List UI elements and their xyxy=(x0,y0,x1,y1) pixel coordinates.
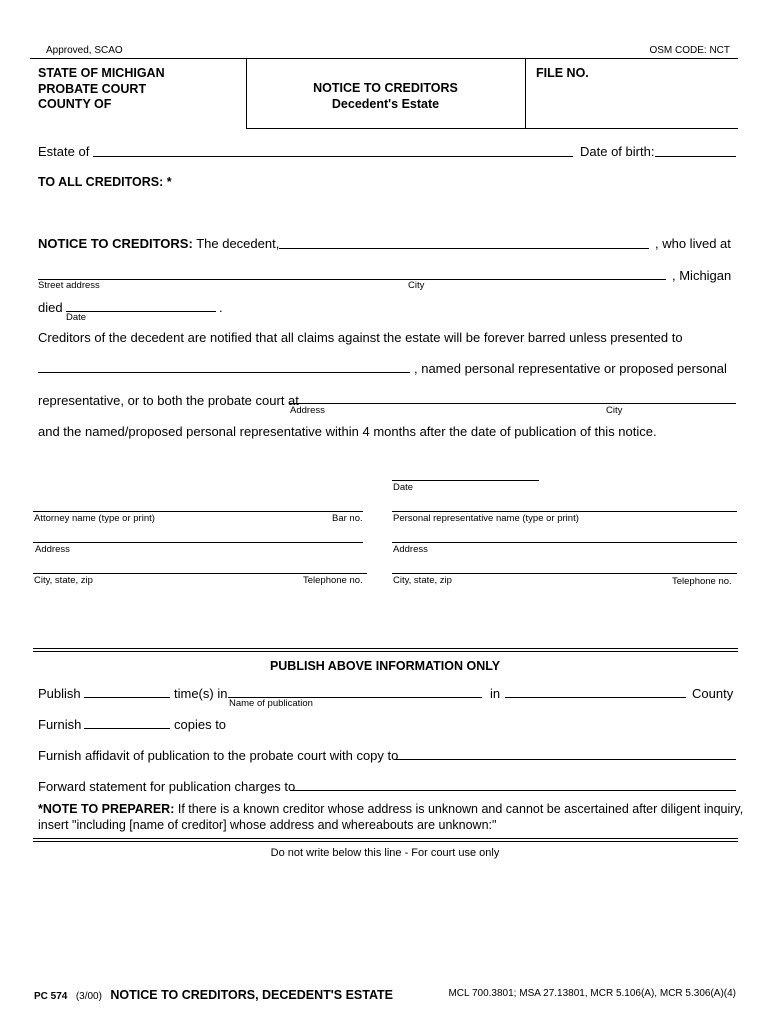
who-lived-at-label: , who lived at xyxy=(655,236,731,251)
header-divider-right xyxy=(525,59,526,129)
pr-address-caption: Address xyxy=(393,544,428,555)
pr-address-field[interactable] xyxy=(392,542,737,543)
signature-date-caption: Date xyxy=(393,482,414,493)
pr-tel-caption: Telephone no. xyxy=(672,576,732,587)
forward-text: Forward statement for publication charges to xyxy=(38,779,296,794)
city-caption: City xyxy=(408,280,425,291)
form-revision: (3/00) xyxy=(75,991,102,1002)
furnish-copies-field[interactable] xyxy=(84,728,170,729)
publish-divider xyxy=(33,648,738,652)
name-of-publication-caption: Name of publication xyxy=(229,698,313,709)
publish-label: Publish xyxy=(38,686,81,701)
attorney-address-caption: Address xyxy=(35,544,70,555)
court-use-note: Do not write below this line - For court use only xyxy=(270,847,500,859)
residence-field[interactable] xyxy=(38,279,666,280)
attorney-name-field[interactable] xyxy=(33,511,363,512)
attorney-csz-caption: City, state, zip xyxy=(34,575,93,586)
note-to-preparer xyxy=(38,801,743,833)
court-county: COUNTY OF xyxy=(38,97,112,111)
date-of-birth-label: Date of birth: xyxy=(580,144,655,159)
estate-of-label: Estate of xyxy=(38,144,90,159)
note-text-1: If there is a known creditor whose address is unknown and cannot be ascertained after diligent inquiry, xyxy=(177,802,744,816)
furnish-label: Furnish xyxy=(38,717,82,732)
rep-court-text: representative, or to both the probate court at xyxy=(38,393,299,408)
died-label: died xyxy=(38,300,63,315)
note-label: *NOTE TO PREPARER: xyxy=(38,802,175,816)
four-months-text: and the named/proposed personal representative within 4 months after the date of publication of this notice. xyxy=(38,424,657,439)
address-caption: Address xyxy=(290,405,325,416)
form-number: PC 574 xyxy=(34,991,68,1002)
city-caption-2: City xyxy=(606,405,623,416)
forward-charges-field[interactable] xyxy=(290,790,736,791)
michigan-label: , Michigan xyxy=(672,268,732,283)
date-caption: Date xyxy=(66,312,87,323)
court-name: PROBATE COURT xyxy=(38,81,147,96)
claims-text: Creditors of the decedent are notified that all claims against the estate will be forever barred unless presented to xyxy=(38,330,683,345)
estate-name-field[interactable] xyxy=(93,156,573,157)
attorney-csz-field[interactable] xyxy=(33,573,367,574)
court-block xyxy=(38,66,165,113)
decedent-label: The decedent, xyxy=(196,236,280,251)
attorney-name-caption: Attorney name (type or print) xyxy=(34,513,155,524)
court-address-field[interactable] xyxy=(289,403,736,404)
court-use-divider xyxy=(33,838,738,842)
date-of-birth-field[interactable] xyxy=(655,156,736,157)
form-title-block xyxy=(246,80,525,112)
pr-csz-caption: City, state, zip xyxy=(393,575,452,586)
form-subtitle: Decedent's Estate xyxy=(331,97,440,111)
decedent-name-field[interactable] xyxy=(279,248,649,249)
named-rep-text: , named personal representative or proposed personal xyxy=(414,361,727,376)
in-label: in xyxy=(490,686,501,701)
footer-form-id xyxy=(34,986,393,1004)
form-title: NOTICE TO CREDITORS xyxy=(313,81,458,95)
header-bottom-rule xyxy=(246,128,738,129)
footer-form-title: NOTICE TO CREDITORS, DECEDENT'S ESTATE xyxy=(110,988,394,1002)
publish-heading: PUBLISH ABOVE INFORMATION ONLY xyxy=(269,659,501,673)
file-no-label: FILE NO. xyxy=(536,66,589,80)
note-text-2: insert "including [name of creditor] whose address and whereabouts are unknown:" xyxy=(38,818,497,832)
approved-label: Approved, SCAO xyxy=(46,45,123,56)
county-label: County xyxy=(692,686,734,701)
to-all-creditors: TO ALL CREDITORS: * xyxy=(38,175,172,189)
court-state: STATE OF MICHIGAN xyxy=(38,66,165,80)
times-in-label: time(s) in xyxy=(174,686,228,701)
attorney-address-field[interactable] xyxy=(33,542,363,543)
attorney-tel-caption: Telephone no. xyxy=(303,575,363,586)
died-period: . xyxy=(219,300,223,315)
notice-line-1 xyxy=(38,236,279,251)
footer-citations: MCL 700.3801; MSA 27.13801, MCR 5.106(A), MCR 5.306(A)(4) xyxy=(448,988,736,999)
street-address-caption: Street address xyxy=(38,280,100,291)
affidavit-text: Furnish affidavit of publication to the probate court with copy to xyxy=(38,748,399,763)
pr-name-caption: Personal representative name (type or print) xyxy=(393,513,579,524)
personal-representative-field[interactable] xyxy=(38,372,410,373)
bar-no-caption: Bar no. xyxy=(332,513,363,524)
pr-name-field[interactable] xyxy=(392,511,737,512)
affidavit-copy-field[interactable] xyxy=(394,759,736,760)
pr-csz-field[interactable] xyxy=(392,573,737,574)
notice-label: NOTICE TO CREDITORS: xyxy=(38,236,193,251)
signature-date-field[interactable] xyxy=(392,480,539,481)
copies-to-label: copies to xyxy=(174,717,227,732)
osm-code: OSM CODE: NCT xyxy=(649,45,730,56)
publish-times-field[interactable] xyxy=(84,697,170,698)
publication-county-field[interactable] xyxy=(505,697,686,698)
date-of-death-field[interactable] xyxy=(66,311,216,312)
header-top-rule xyxy=(30,58,738,59)
